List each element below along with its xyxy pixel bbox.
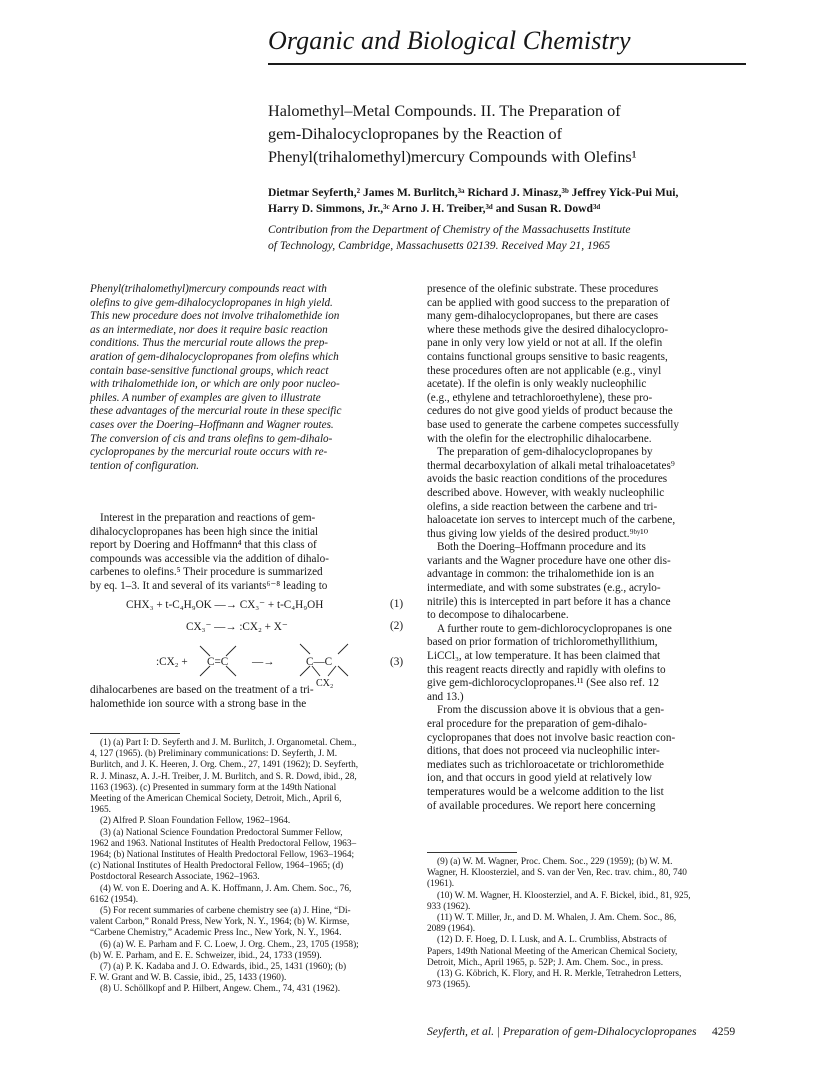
footnote-line: (12) D. F. Hoeg, D. I. Lusk, and A. L. Crumbliss, Abstracts of xyxy=(437,935,667,946)
body-line: Interest in the preparation and reactions of gem- xyxy=(100,512,316,524)
footnote-line: (13) G. Köbrich, K. Flory, and H. R. Merkle, Tetrahedron Letters, xyxy=(437,969,682,980)
abstract-line: cases over the Doering–Hoffmann and Wagner routes. xyxy=(90,418,334,431)
body-line: presence of the olefinic substrate. These procedures xyxy=(427,283,659,295)
footnote-line: 1962 and 1963. National Institutes of Health Predoctoral Fellow, 1963– xyxy=(90,838,357,849)
abstract xyxy=(90,283,408,473)
body-line: contains functional groups sensitive to basic reagents, xyxy=(427,350,668,363)
footnote-line: Wagner, H. Kloosterziel, and S. van der Ven, Rec. trav. chim., 80, 740 xyxy=(427,868,687,879)
article-title xyxy=(268,100,748,169)
footnote-line: 6162 (1954). xyxy=(90,894,139,905)
body-line: halomethide ion source with a strong base in the xyxy=(90,697,307,710)
equation-3-product: C—C xyxy=(306,656,333,668)
body-line: (e.g., ethylene and tetrachloroethylene), these pro- xyxy=(427,391,653,404)
ring-bond-lower-left xyxy=(300,666,310,676)
body-line: dihalocyclopropanes has been high since the initial xyxy=(90,525,319,538)
olefin-bond-upper-left xyxy=(200,646,210,656)
footnote-line: R. J. Minasz, A. J.-H. Treiber, J. M. Burlitch, and S. R. Dowd, ibid., 28, xyxy=(90,771,357,782)
abstract-line: olefins to give gem-dihalocyclopropanes in high yield. xyxy=(90,296,333,309)
abstract-line: aration of gem-dihalocyclopropanes from olefins which xyxy=(90,350,339,363)
footnote-line: 1964; (b) National Institutes of Health Predoctoral Fellow, 1963–1964; xyxy=(90,850,355,861)
footnote-line: Postdoctoral Research Associate, 1962–1963. xyxy=(90,872,260,883)
olefin-bond-upper-right xyxy=(226,646,236,656)
contribution-line: of Technology, Cambridge, Massachusetts 02139. Received May 21, 1965 xyxy=(268,239,611,252)
body-line: by eq. 1–3. It and several of its variants⁶⁻⁸ leading to xyxy=(90,579,328,592)
abstract-line: conditions. Thus the mercurial route allows the prep- xyxy=(90,337,329,350)
footnote-line: Meeting of the American Chemical Society, Detroit, Mich., April 6, xyxy=(90,794,342,805)
page-number: 4259 xyxy=(712,1025,736,1038)
ring-bond-right xyxy=(328,666,336,676)
body-line: The preparation of gem-dihalocyclopropanes by xyxy=(437,446,653,459)
footnote-rule-left xyxy=(90,733,180,734)
contribution-note xyxy=(268,222,748,254)
body-line: acetate). If the olefin is only weakly nucleophilic xyxy=(427,378,647,391)
introduction-paragraph xyxy=(90,512,408,594)
body-line: this reagent reacts directly and rapidly with olefins to xyxy=(427,663,666,676)
footnote-line: Detroit, Mich., April 1965, p. 52P; J. Am. Chem. Soc., in press. xyxy=(427,957,664,968)
footnote-line: 4, 127 (1965). (b) Preliminary communications: D. Seyferth, J. M. xyxy=(90,749,338,760)
abstract-line: Phenyl(trihalomethyl)mercury compounds react with xyxy=(90,283,327,295)
title-line: Phenyl(trihalomethyl)mercury Compounds with Olefins¹ xyxy=(268,148,637,166)
footnote-line: “Carbene Chemistry,” Academic Press Inc., New York, N. Y., 1964. xyxy=(90,928,342,939)
body-line: of available procedures. We report here concerning xyxy=(427,799,656,812)
journal-rule xyxy=(268,63,746,65)
body-line: base used to generate the carbene competes successfully xyxy=(427,418,679,431)
body-line: described above. However, with weakly nucleophilic xyxy=(427,486,665,499)
body-line: give gem-dichlorocyclopropanes.¹¹ (See also ref. 12 xyxy=(427,677,659,690)
footnote-line: (b) W. E. Parham, and E. E. Schweizer, ibid., 24, 1733 (1959). xyxy=(90,950,322,961)
equation-2-number: (2) xyxy=(390,620,404,632)
body-line: advantage in common: the trihalomethide ion is an xyxy=(427,568,655,581)
equation-3-reactant: :CX₂ + xyxy=(156,656,188,668)
equation-3-cx2: CX₂ xyxy=(316,678,334,689)
footnote-line: (10) W. M. Wagner, H. Kloosterziel, and A. F. Bickel, ibid., 81, 925, xyxy=(437,890,691,901)
body-line: can be applied with good success to the preparation of xyxy=(427,296,670,309)
footnote-line: (1961). xyxy=(427,879,455,890)
equation-3-olefin: C=C xyxy=(207,656,229,668)
abstract-line: with trihalomethide ion, or which are only poor nucleo- xyxy=(90,378,340,391)
olefin-bond-lower-right xyxy=(226,666,236,676)
footnotes-right xyxy=(427,857,747,991)
abstract-line: philes. A number of examples are given to illustrate xyxy=(90,391,321,404)
title-line: Halomethyl–Metal Compounds. II. The Preparation of xyxy=(268,102,621,120)
abstract-line: cyclopropanes by the mercurial route occurs with re- xyxy=(90,446,328,459)
abstract-line: these advantages of the mercurial route in these specific xyxy=(90,405,342,418)
abstract-line: tention of configuration. xyxy=(90,459,200,472)
ring-bond-left xyxy=(312,666,320,676)
ring-bond-lower-right xyxy=(338,666,348,676)
body-line: A further route to gem-dichlorocyclopropanes is one xyxy=(437,622,672,635)
footnote-line: (1) (a) Part I: D. Seyferth and J. M. Burlitch, J. Organometal. Chem., xyxy=(100,738,357,748)
footnote-line: 2089 (1964). xyxy=(427,924,476,935)
body-line: LiCCl₃, at low temperature. It has been claimed that xyxy=(427,650,661,663)
body-line: avoids the basic reaction conditions of the procedures xyxy=(427,473,668,486)
body-line: to decompose to dihalocarbene. xyxy=(427,609,569,622)
body-line: eral procedure for the preparation of gem-dihalo- xyxy=(427,718,647,730)
olefin-bond-lower-left xyxy=(200,666,210,676)
author-line: Dietmar Seyferth,² James M. Burlitch,³ᵃ Richard J. Minasz,³ᵇ Jeffrey Yick-Pui Mui, xyxy=(268,186,679,199)
body-line: these procedures often are not applicable (e.g., vinyl xyxy=(427,364,662,377)
footnote-line: 933 (1962). xyxy=(427,901,471,912)
body-line: pane in only very low yield or not at all. If the olefin xyxy=(427,337,663,350)
body-line: thermal decarboxylation of alkali metal trihaloacetates⁹ xyxy=(427,459,675,472)
author-line: Harry D. Simmons, Jr.,³ᶜ Arno J. H. Treiber,³ᵈ and Susan R. Dowd³ᵈ xyxy=(268,202,601,215)
equation-1-number: (1) xyxy=(390,598,404,610)
footnote-line: (3) (a) National Science Foundation Predoctoral Summer Fellow, xyxy=(100,827,343,838)
body-line: thus giving low yields of the desired product.⁹ᵇʸ¹⁰ xyxy=(427,527,649,540)
footnote-line: (11) W. T. Miller, Jr., and D. M. Whalen, J. Am. Chem. Soc., 86, xyxy=(437,913,677,924)
body-line: From the discussion above it is obvious that a gen- xyxy=(437,704,665,717)
author-list xyxy=(268,185,748,217)
right-column-body xyxy=(427,283,747,813)
body-line: carbenes to olefins.⁵ Their procedure is summarized xyxy=(90,566,323,579)
body-line: ion, and that occurs in good yield at relatively low xyxy=(427,772,652,785)
body-line: dihalocarbenes are based on the treatment of a tri- xyxy=(90,684,314,696)
footnote-line: (7) (a) P. K. Kadaba and J. O. Edwards, ibid., 25, 1431 (1960); (b) xyxy=(100,962,347,973)
footnote-line: 973 (1965). xyxy=(427,980,471,991)
footnote-line: (8) U. Schöllkopf and P. Hilbert, Angew. Chem., 74, 431 (1962). xyxy=(100,984,341,995)
continuation-paragraph xyxy=(90,684,408,711)
body-line: based on prior formation of trichloromethyllithium, xyxy=(427,636,658,649)
footnote-line: (6) (a) W. E. Parham and F. C. Loew, J. Org. Chem., 23, 1705 (1958); xyxy=(100,939,359,950)
body-line: mediates such as trichloroacetate or trichloromethide xyxy=(427,758,665,771)
body-line: many gem-dihalocyclopropanes, but there are cases xyxy=(427,310,659,323)
body-line: where these methods give the desired dihalocyclopro- xyxy=(427,323,669,336)
body-line: intermediate, and with some substrates (e.g., acrylo- xyxy=(427,582,661,595)
footnotes-left xyxy=(90,738,408,996)
footnote-line: Papers, 149th National Meeting of the American Chemical Society, xyxy=(427,946,678,957)
equation-2: CX₃⁻ —→ :CX₂ + X⁻ xyxy=(186,621,288,633)
body-line: report by Doering and Hoffmann⁴ that this class of xyxy=(90,539,317,552)
body-line: cedures do not give good yields of product because the xyxy=(427,405,673,418)
body-line: temperatures would be a welcome addition to the list xyxy=(427,785,664,798)
footnote-line: valent Carbon,” Ronald Press, New York, N. Y., 1964; (b) W. Kirmse, xyxy=(90,917,350,928)
ring-bond-upper-left xyxy=(300,644,310,654)
body-line: cyclopropanes that does not involve basic reaction con- xyxy=(427,731,676,744)
footnote-line: (9) (a) W. M. Wagner, Proc. Chem. Soc., 229 (1959); (b) W. M. xyxy=(437,857,673,867)
body-line: variants and the Wagner procedure have one other dis- xyxy=(427,554,671,567)
equation-1: CHX₃ + t-C₄H₉OK —→ CX₃⁻ + t-C₄H₉OH xyxy=(126,599,324,611)
equation-3-bonds xyxy=(190,640,370,688)
body-line: nitrile) this is intercepted in part before it has a chance xyxy=(427,595,671,608)
footnote-line: (5) For recent summaries of carbene chemistry see (a) J. Hine, “Di- xyxy=(100,906,351,917)
journal-name: Organic and Biological Chemistry xyxy=(268,26,631,55)
abstract-line: contain base-sensitive functional groups, which react xyxy=(90,364,329,377)
footnote-line: (4) W. von E. Doering and A. K. Hoffmann, J. Am. Chem. Soc., 76, xyxy=(100,883,352,894)
abstract-line: This new procedure does not involve trihalomethide ion xyxy=(90,310,340,323)
body-line: Both the Doering–Hoffmann procedure and its xyxy=(437,541,646,554)
footnote-line: (c) National Institutes of Health Predoctoral Fellow, 1964–1965; (d) xyxy=(90,861,344,872)
contribution-line: Contribution from the Department of Chemistry of the Massachusetts Institute xyxy=(268,223,631,236)
footnote-line: (2) Alfred P. Sloan Foundation Fellow, 1962–1964. xyxy=(100,816,291,827)
abstract-line: The conversion of cis and trans olefins to gem-dihalo- xyxy=(90,432,333,445)
body-line: haloacetate ion serves to intercept much of the carbene, xyxy=(427,514,676,527)
footnote-line: 1163 (1963). (c) Presented in summary form at the 149th National xyxy=(90,782,337,793)
footnote-rule-right xyxy=(427,852,517,853)
body-line: compounds was accessible via the addition of dihalo- xyxy=(90,552,329,565)
footnote-line: Burlitch, and J. K. Heeren, J. Org. Chem., 27, 1491 (1962); D. Seyferth, xyxy=(90,760,359,771)
footnote-line: 1965. xyxy=(90,805,111,816)
running-head: Seyferth, et al. | Preparation of gem-Dihalocyclopropanes xyxy=(427,1025,697,1038)
body-line: and 13.) xyxy=(427,690,464,703)
title-line: gem-Dihalocyclopropanes by the Reaction of xyxy=(268,125,562,143)
abstract-line: as an intermediate, nor does it require basic reaction xyxy=(90,323,328,336)
equation-3-number: (3) xyxy=(390,656,404,668)
body-line: with the olefin for the electrophilic dihalocarbene. xyxy=(427,432,652,445)
footnote-line: F. W. Grant and W. B. Cassie, ibid., 25, 1433 (1960). xyxy=(90,973,287,984)
body-line: olefins, a side reaction between the carbene and tri- xyxy=(427,500,658,513)
equation-3-arrow: —→ xyxy=(252,656,275,668)
body-line: ditions, that does not proceed via nucleophilic inter- xyxy=(427,745,660,758)
ring-bond-upper-right xyxy=(338,644,348,654)
